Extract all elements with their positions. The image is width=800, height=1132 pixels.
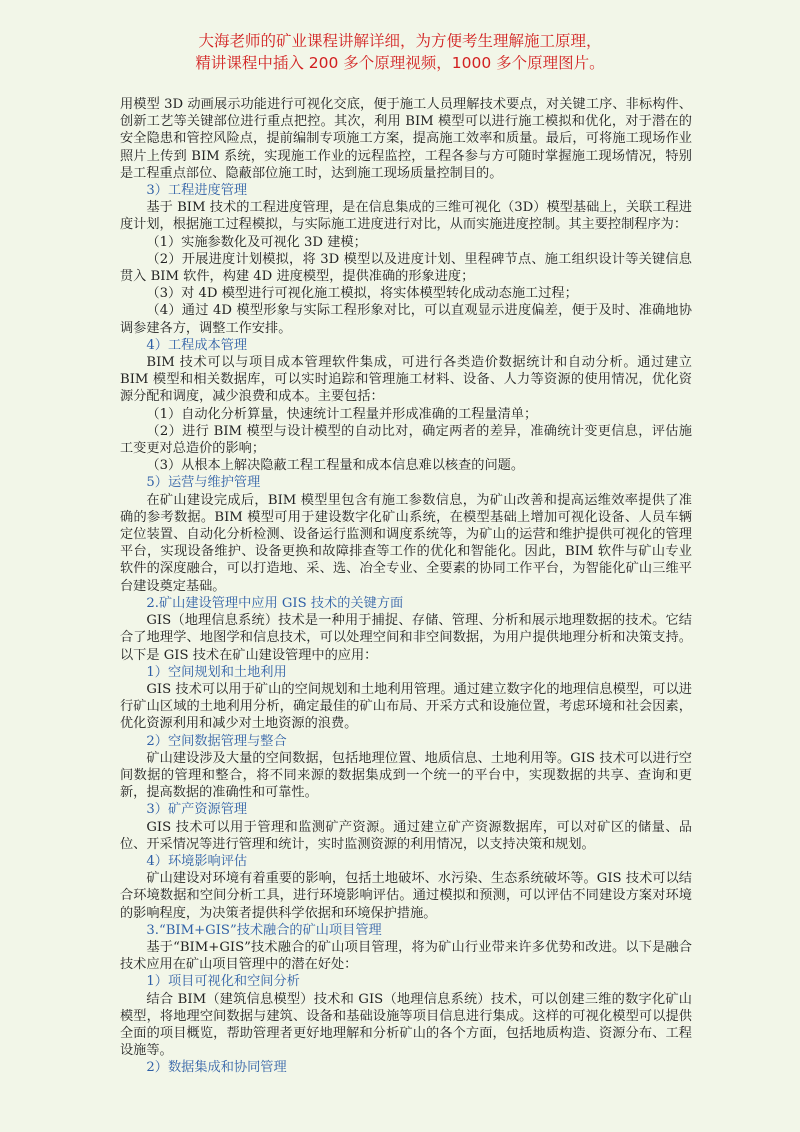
section-heading: 1）空间规划和土地利用 — [146, 664, 287, 680]
body-paragraph: BIM 技术可以与项目成本管理软件集成，可进行各类造价数据统计和自动分析。通过建立 BIM 模型和相关数据库，可以实时追踪和管理施工材料、设备、人力等资源的使用情况，优化资源分配和调度，减少浪费和成本。主要包括： — [120, 355, 692, 405]
body-paragraph: 基于 BIM 技术的工程进度管理，是在信息集成的三维可视化（3D）模型基础上，关联工程进度计划，根据施工过程模拟，与实际施工进度进行对比，从而实施进度控制。其主要控制程序为： — [120, 200, 692, 233]
section-heading: 3）工程进度管理 — [146, 183, 248, 199]
body-paragraph: GIS 技术可以用于管理和监测矿产资源。通过建立矿产资源数据库，可以对矿区的储量、品位、开采情况等进行管理和统计，实时监测资源的利用情况，以支持决策和规划。 — [120, 819, 692, 852]
section-heading: 2）空间数据管理与整合 — [146, 733, 287, 749]
body-paragraph: 基于“BIM+GIS”技术融合的矿山项目管理，将为矿山行业带来许多优势和改进。以下是融合技术应用在矿山项目管理中的潜在好处： — [120, 939, 692, 973]
promo-banner-line-2: 精讲课程中插入 200 多个原理视频，1000 多个原理图片。 — [195, 54, 605, 72]
section-heading: 2.矿山建设管理中应用 GIS 技术的关键方面 — [146, 595, 404, 611]
body-paragraph: （2）开展进度计划模拟，将 3D 模型以及进度计划、里程碑节点、施工组织设计等关键信息贯入 BIM 软件，构建 4D 进度模型，提供准确的形象进度； — [120, 251, 692, 285]
body-paragraph: GIS（地理信息系统）技术是一种用于捕捉、存储、管理、分析和展示地理数据的技术。它结合了地理学、地图学和信息技术，可以处理空间和非空间数据，为用户提供地理分析和决策支持。以下是 GIS 技术在矿山建设管理中的应用： — [120, 613, 692, 663]
body-paragraph: （2）进行 BIM 模型与设计模型的自动比对，确定两者的差异，准确统计变更信息，评估施工变更对总造价的影响； — [120, 423, 692, 457]
body-paragraph: （3）从根本上解决隐蔽工程工程量和成本信息难以核查的问题。 — [146, 458, 525, 474]
section-heading: 3.“BIM+GIS”技术融合的矿山项目管理 — [146, 922, 382, 938]
section-heading: 5）运营与维护管理 — [146, 475, 261, 491]
section-heading: 4）工程成本管理 — [146, 337, 248, 353]
body-paragraph: 矿山建设对环境有着重要的影响，包括土地破坏、水污染、生态系统破坏等。GIS 技术可以结合环境数据和空间分析工具，进行环境影响评估。通过模拟和预测，可以评估不同建设方案对环境的影响程度，为决策者提供科学依据和环境保护措施。 — [120, 871, 692, 921]
body-paragraph: 用模型 3D 动画展示功能进行可视化交底，便于施工人员理解技术要点，对关键工序、非标构件、创新工艺等关键部位进行重点把控。其次，利用 BIM 模型可以进行施工模拟和优化，对于潜在的安全隐患和管控风险点，提前编制专项施工方案，提高施工效率和质量。最后，可将施工现场作业照片上传到 BIM 系统，实现施工作业的远程监控，工程各参与方可随时掌握施工现场情况，特别是工程重点部位、隐蔽部位施工时，达到施工现场质量控制目的。 — [120, 97, 692, 181]
document-body — [120, 96, 692, 1077]
body-paragraph: （3）对 4D 模型进行可视化施工模拟，将实体模型转化成动态施工过程； — [146, 286, 578, 302]
body-paragraph: 在矿山建设完成后，BIM 模型里包含有施工参数信息，为矿山改善和提高运维效率提供了准确的参考数据。BIM 模型可用于建设数字化矿山系统，在模型基础上增加可视化设备、人员车辆定位装置、自动化分析检测、设备运行监测和调度系统等，为矿山的运营和维护提供可视化的管理平台，实现设备维护、设备更换和故障排查等工作的优化和智能化。因此，BIM 软件与矿山专业软件的深度融合，可以打造地、采、选、冶全专业、全要素的协同工作平台，为智能化矿山三维平台建设奠定基础。 — [120, 492, 692, 594]
body-paragraph: （1）实施参数化及可视化 3D 建模； — [146, 234, 367, 250]
body-paragraph: （4）通过 4D 模型形象与实际工程形象对比，可以直观显示进度偏差，便于及时、准确地协调参建各方，调整工作安排。 — [120, 303, 692, 336]
section-heading: 4）环境影响评估 — [146, 853, 248, 869]
body-paragraph: GIS 技术可以用于矿山的空间规划和土地利用管理。通过建立数字化的地理信息模型，可以进行矿山区域的土地利用分析，确定最佳的矿山布局、开采方式和设施位置，考虑环境和社会因素，优化资源利用和减少对土地资源的浪费。 — [120, 681, 692, 732]
body-paragraph: 矿山建设涉及大量的空间数据，包括地理位置、地质信息、土地利用等。GIS 技术可以进行空间数据的管理和整合，将不同来源的数据集成到一个统一的平台中，实现数据的共享、查询和更新，提高数据的准确性和可靠性。 — [120, 750, 692, 801]
section-heading: 2）数据集成和协同管理 — [146, 1060, 287, 1076]
section-heading: 3）矿产资源管理 — [146, 802, 248, 818]
promo-banner-line-1: 大海老师的矿业课程讲解详细，为方便考生理解施工原理， — [198, 32, 602, 50]
body-paragraph: （1）自动化分析算量，快速统计工程量并形成准确的工程量清单； — [146, 406, 538, 422]
section-heading: 1）项目可视化和空间分析 — [146, 974, 300, 990]
promo-banner — [0, 30, 800, 74]
body-paragraph: 结合 BIM（建筑信息模型）技术和 GIS（地理信息系统）技术，可以创建三维的数字化矿山模型，将地理空间数据与建筑、设备和基础设施等项目信息进行集成。这样的可视化模型可以提供全面的项目概览，帮助管理者更好地理解和分析矿山的各个方面，包括地质构造、资源分布、工程设施等。 — [120, 991, 692, 1059]
